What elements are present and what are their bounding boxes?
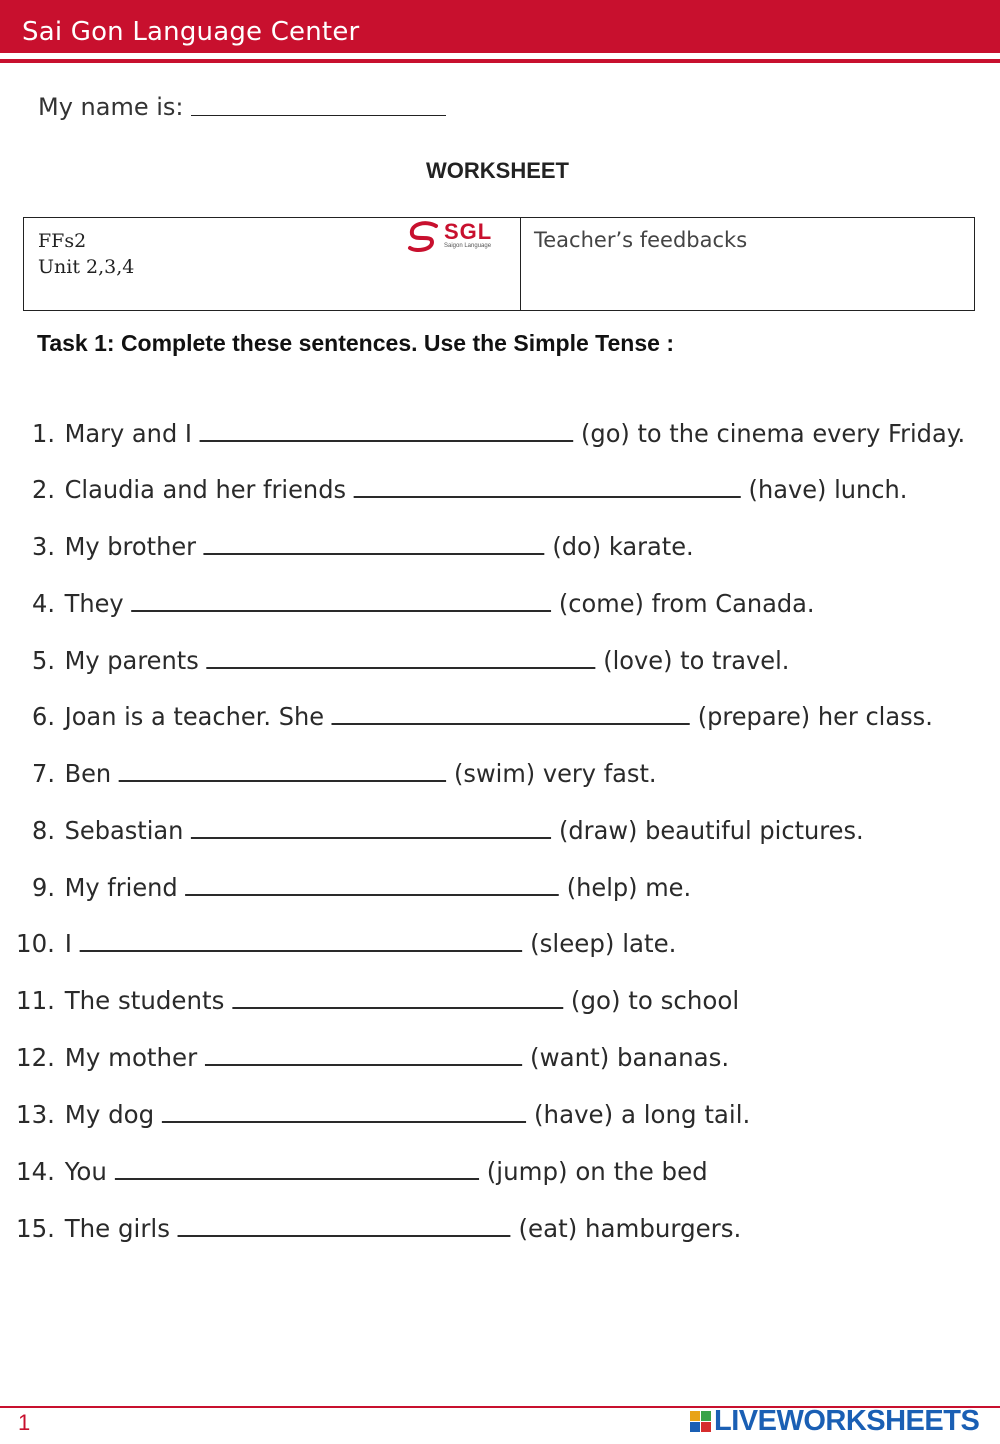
item-subject: My brother (64, 532, 197, 561)
item-hint: (sleep) late. (530, 929, 677, 958)
info-divider (520, 218, 521, 310)
exercise-item-10 (16, 928, 995, 968)
header-bar (0, 0, 1000, 53)
answer-blank[interactable] (131, 588, 551, 612)
item-number: 14. (16, 1157, 55, 1186)
item-number: 8. (32, 816, 55, 845)
item-number: 2. (32, 475, 55, 504)
task1-title: Task 1: Complete these sentences. Use the Simple Tense : (37, 330, 674, 356)
item-hint: (do) karate. (552, 532, 694, 561)
course-units: Unit 2,3,4 (38, 256, 135, 278)
center-name: Sai Gon Language Center (22, 17, 360, 47)
item-number: 13. (16, 1100, 55, 1129)
item-hint: (want) bananas. (530, 1043, 730, 1072)
item-subject: You (64, 1157, 107, 1186)
info-box (23, 217, 975, 311)
item-subject: My mother (64, 1043, 198, 1072)
item-subject: My dog (64, 1100, 155, 1129)
item-number: 5. (32, 646, 55, 675)
answer-blank[interactable] (119, 758, 446, 782)
course-info (38, 228, 134, 280)
sgl-swirl-icon (406, 220, 442, 254)
item-subject: Mary and I (64, 419, 192, 448)
exercise-item-9 (32, 872, 995, 912)
name-input-line[interactable] (191, 115, 446, 116)
item-hint: (have) a long tail. (534, 1100, 751, 1129)
exercise-item-12 (16, 1042, 995, 1082)
answer-blank[interactable] (354, 474, 741, 498)
answer-blank[interactable] (115, 1156, 479, 1180)
item-hint: (go) to the cinema every Friday. (581, 419, 966, 448)
item-number: 6. (32, 702, 55, 731)
item-hint: (jump) on the bed (486, 1157, 708, 1186)
item-hint: (prepare) her class. (697, 702, 933, 731)
item-hint: (eat) hamburgers. (518, 1214, 742, 1243)
item-hint: (have) lunch. (748, 475, 908, 504)
worksheet-title: WORKSHEET (426, 158, 569, 183)
liveworksheets-blocks-icon (690, 1411, 711, 1432)
exercise-item-5 (32, 645, 995, 685)
item-number: 15. (16, 1214, 55, 1243)
course-code: FFs2 (38, 230, 87, 252)
item-hint: (love) to travel. (603, 646, 790, 675)
item-subject: I (64, 929, 72, 958)
item-subject: They (64, 589, 124, 618)
item-subject: My parents (64, 646, 199, 675)
exercise-item-6 (32, 701, 995, 741)
answer-blank[interactable] (191, 815, 551, 839)
answer-blank[interactable] (178, 1213, 511, 1237)
exercise-item-14 (16, 1156, 995, 1196)
header-divider (0, 59, 1000, 63)
item-subject: Joan is a teacher. She (64, 702, 325, 731)
item-number: 10. (16, 929, 55, 958)
item-subject: Sebastian (64, 816, 184, 845)
exercise-item-7 (32, 758, 995, 798)
name-label: My name is: (38, 93, 184, 121)
exercise-item-8 (32, 815, 995, 855)
exercise-item-2 (32, 474, 995, 514)
item-hint: (come) from Canada. (558, 589, 815, 618)
exercise-item-1 (32, 418, 995, 458)
answer-blank[interactable] (332, 701, 690, 725)
exercise-item-13 (16, 1099, 995, 1139)
exercise-item-3 (32, 531, 995, 571)
item-number: 11. (16, 986, 55, 1015)
exercise-item-11 (16, 985, 995, 1025)
item-subject: Claudia and her friends (64, 475, 347, 504)
item-number: 4. (32, 589, 55, 618)
item-number: 12. (16, 1043, 55, 1072)
logo-subtext: Saigon Language (444, 243, 492, 249)
logo-text: SGL (444, 219, 493, 244)
answer-blank[interactable] (205, 1042, 522, 1066)
item-hint: (help) me. (566, 873, 692, 902)
exercise-item-15 (16, 1213, 995, 1253)
answer-blank[interactable] (162, 1099, 526, 1123)
item-subject: My friend (64, 873, 178, 902)
answer-blank[interactable] (200, 418, 574, 442)
answer-blank[interactable] (185, 872, 559, 896)
item-number: 1. (32, 419, 55, 448)
sgl-logo (404, 218, 504, 258)
item-number: 9. (32, 873, 55, 902)
item-number: 7. (32, 759, 55, 788)
answer-blank[interactable] (206, 645, 595, 669)
exercise-item-4 (32, 588, 995, 628)
teacher-feedback-label: Teacher’s feedbacks (534, 228, 748, 252)
liveworksheets-brand: LIVEWORKSHEETS (714, 1404, 980, 1437)
liveworksheets-logo (690, 1404, 979, 1438)
page-number: 1 (18, 1410, 31, 1435)
answer-blank[interactable] (232, 985, 563, 1009)
item-hint: (go) to school (570, 986, 740, 1015)
item-subject: Ben (64, 759, 112, 788)
item-subject: The girls (64, 1214, 170, 1243)
item-number: 3. (32, 532, 55, 561)
answer-blank[interactable] (80, 928, 523, 952)
item-hint: (draw) beautiful pictures. (559, 816, 864, 845)
item-subject: The students (64, 986, 225, 1015)
item-hint: (swim) very fast. (454, 759, 657, 788)
answer-blank[interactable] (204, 531, 545, 555)
